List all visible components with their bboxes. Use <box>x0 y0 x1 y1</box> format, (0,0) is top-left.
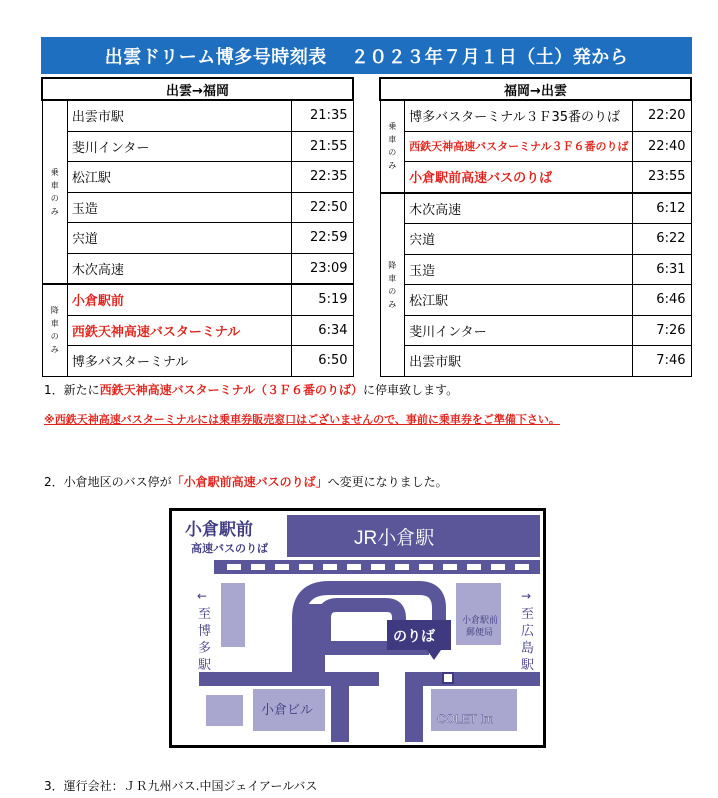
left-arrow-icon: ← <box>197 589 208 603</box>
timetable-title: 出雲ドリーム博多号時刻表 <box>104 46 327 68</box>
departure-time: 22:35 <box>292 162 353 193</box>
building-left <box>221 583 245 647</box>
svg-text:至: 至 <box>198 607 212 622</box>
station-name: 西鉄天神高速バスターミナル <box>67 315 291 346</box>
station-label: JR小倉駅 <box>354 528 435 549</box>
station-name: 出雲市駅 <box>405 346 633 377</box>
direction-header: 出雲→福岡 <box>42 78 353 100</box>
road-horizontal-left <box>199 672 379 686</box>
svg-text:駅: 駅 <box>198 658 212 673</box>
stop-name-line1: 小倉駅前 <box>185 520 253 540</box>
right-arrow-icon: → <box>521 589 532 603</box>
road-vertical-right <box>405 672 423 742</box>
station-name: 斐川インター <box>405 315 633 346</box>
departure-time: 22:50 <box>292 192 353 223</box>
arrival-time: 6:12 <box>632 193 691 224</box>
svg-text:島: 島 <box>521 641 535 656</box>
station-name: 博多バスターミナル３Ｆ35番のりば <box>405 100 633 131</box>
svg-text:至: 至 <box>521 607 535 622</box>
arrival-time: 6:34 <box>292 315 353 346</box>
station-name: 宍道 <box>67 223 291 254</box>
note-new-stop: 1．新たに西鉄天神高速バスターミナル（３Ｆ６番のりば）に停車致します。 <box>44 383 459 397</box>
station-name: 出雲市駅 <box>67 100 291 131</box>
arrival-time: 6:46 <box>632 285 691 316</box>
svg-text:多: 多 <box>198 641 212 656</box>
kokura-building-label: 小倉ビル <box>261 703 314 718</box>
arrival-time: 6:22 <box>632 224 691 255</box>
station-name: 松江駅 <box>67 162 291 193</box>
note-ticket-warning: ※西鉄天神高速バスターミナルには乗車券販売窓口はございませんので、事前に乗車券をご準備下さい。 <box>44 413 560 426</box>
station-name: 博多バスターミナル <box>67 346 291 377</box>
arrival-time: 6:50 <box>292 346 353 377</box>
departure-time: 22:40 <box>632 131 691 162</box>
road-vertical-left <box>331 686 349 742</box>
bus-stop-marker <box>443 673 453 683</box>
colet-label: COLET Im <box>437 712 494 726</box>
station-name: 玉造 <box>67 192 291 223</box>
road-horizontal-right <box>405 672 540 686</box>
departure-time: 22:20 <box>632 100 691 131</box>
departure-time: 21:55 <box>292 131 353 162</box>
station-name: 小倉駅前高速バスのりば <box>405 162 633 193</box>
stop-name-line2: 高速バスのりば <box>191 542 268 555</box>
alighting-only-label: 降 車 の み <box>380 193 405 377</box>
station-name: 木次高速 <box>405 193 633 224</box>
station-name: 宍道 <box>405 224 633 255</box>
station-name: 木次高速 <box>67 253 291 284</box>
note-stop-change: 2．小倉地区のバス停が「小倉駅前高速バスのりば」へ変更になりました。 <box>44 475 448 489</box>
direction-header: 福岡→出雲 <box>380 78 691 100</box>
station-name: 玉造 <box>405 254 633 285</box>
note-operators: 3．運行会社：ＪＲ九州バス.中国ジェイアールバス <box>44 779 318 793</box>
noriba-label: のりば <box>393 629 435 645</box>
post-office-line2: 郵便局 <box>466 628 494 638</box>
svg-text:駅: 駅 <box>521 658 535 673</box>
start-date: ２０２３年７月１日（土）発から <box>350 46 629 68</box>
departure-time: 23:09 <box>292 253 353 284</box>
arrival-time: 6:31 <box>632 254 691 285</box>
arrival-time: 7:26 <box>632 315 691 346</box>
svg-text:広: 広 <box>521 624 535 639</box>
timetable-fukuoka-to-izumo <box>379 77 692 377</box>
boarding-only-label: 乗 車 の み <box>380 100 405 193</box>
station-name: 斐川インター <box>67 131 291 162</box>
kokura-bus-stop-map <box>169 508 546 748</box>
arrival-time: 5:19 <box>292 284 353 315</box>
station-name: 松江駅 <box>405 285 633 316</box>
post-office-line1: 小倉駅前 <box>462 616 499 626</box>
departure-time: 21:35 <box>292 100 353 131</box>
station-name: 西鉄天神高速バスターミナル３Ｆ６番のりば <box>405 131 633 162</box>
departure-time: 22:59 <box>292 223 353 254</box>
arrival-time: 7:46 <box>632 346 691 377</box>
svg-text:博: 博 <box>198 624 212 639</box>
departure-time: 23:55 <box>632 162 691 193</box>
alighting-only-label: 降 車 の み <box>42 284 67 376</box>
boarding-only-label: 乗 車 の み <box>42 100 67 284</box>
timetable-izumo-to-fukuoka <box>41 77 354 377</box>
title-bar <box>41 37 692 74</box>
station-name: 小倉駅前 <box>67 284 291 315</box>
